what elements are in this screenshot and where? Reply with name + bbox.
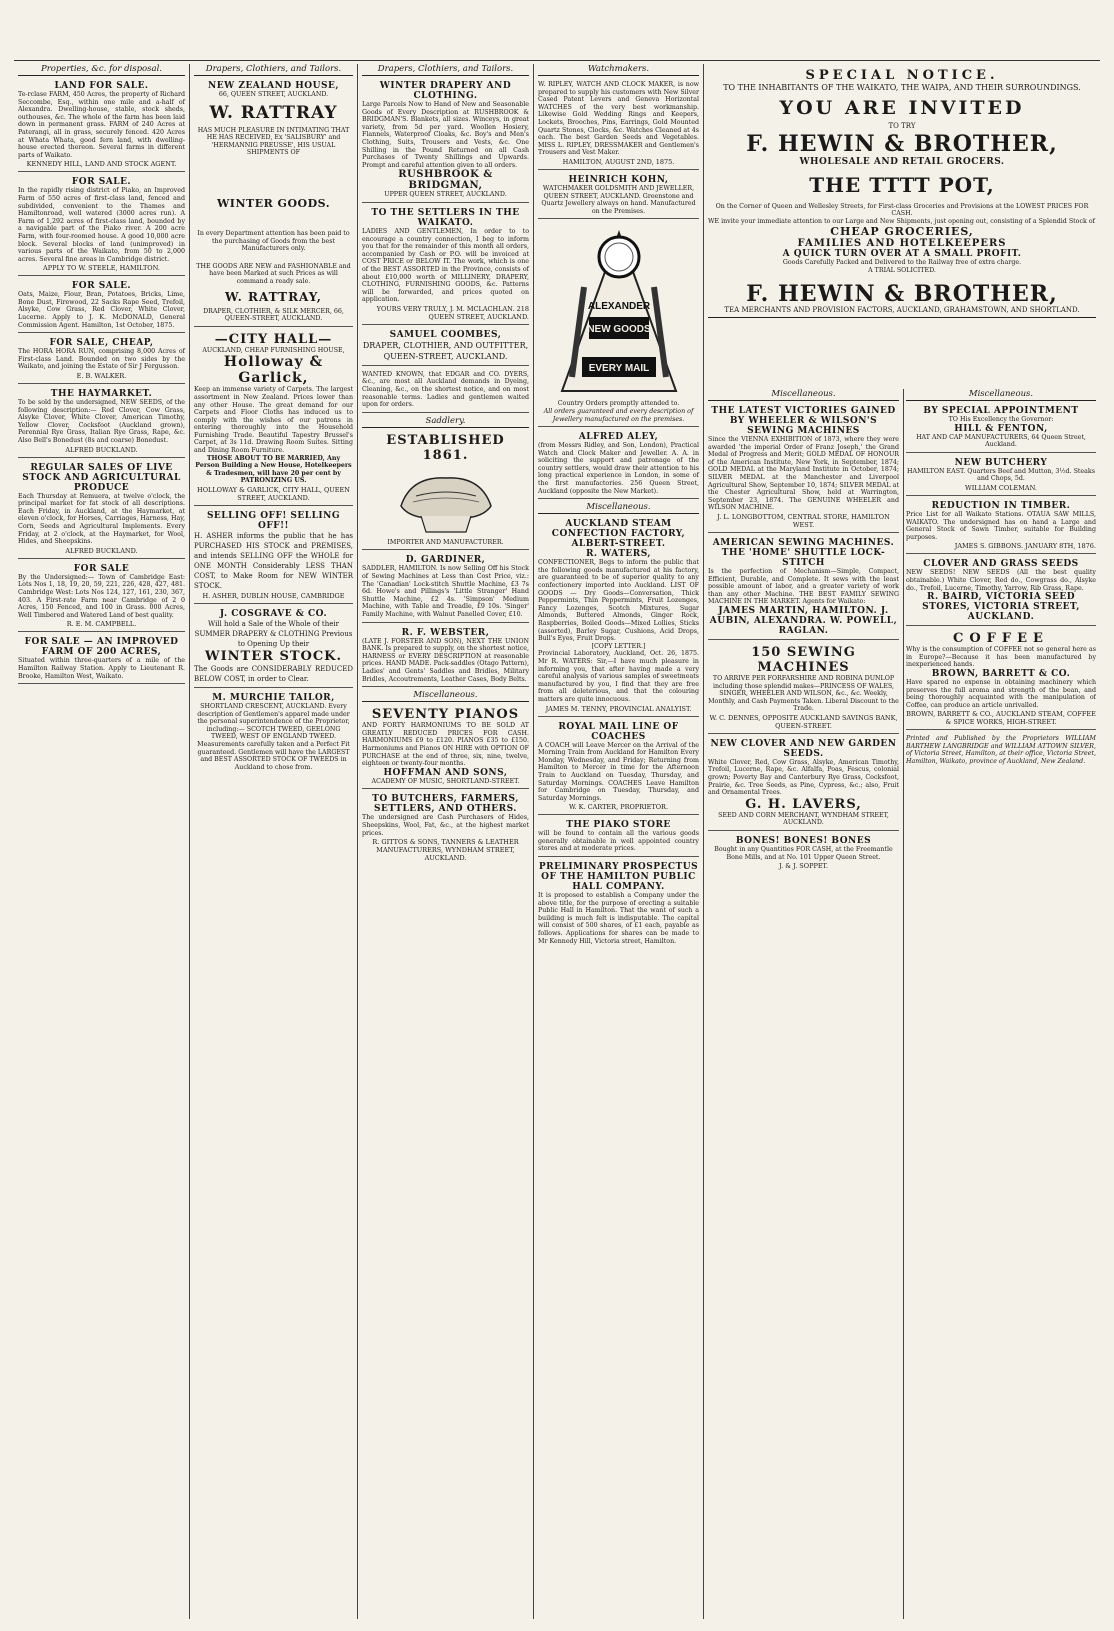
- ad-heading: NEW ZEALAND HOUSE,: [208, 81, 339, 91]
- ad-heading: AUCKLAND STEAM CONFECTION FACTORY, ALBERT-STREET.: [551, 519, 686, 550]
- cheap-groceries: CHEAP GROCERIES,: [830, 225, 974, 239]
- column-header: Miscellaneous.: [708, 389, 899, 401]
- ad-text: Printed and Published by the Proprietors WILLIAM BARTHEW LANGBRIDGE and WILLIAM ATTOWN SILVER, of Victoria Street, Hamilton, at their office, Victoria Street, Hamilton, Waikato, province of Auckland, New Zealand.: [906, 735, 1096, 766]
- ad-signature: J. L. LONGBOTTOM, CENTRAL STORE, HAMILTON WEST.: [717, 512, 890, 529]
- alexander-ad: [538, 222, 699, 427]
- fenton-ad: [906, 404, 1096, 453]
- ad-text: TO His Excellency the Governor:: [948, 416, 1054, 423]
- merchant-name: R. WATERS,: [585, 549, 652, 560]
- ad-signature: E. B. WALKER.: [76, 372, 127, 381]
- coombes-ad: [362, 328, 529, 366]
- special-notice-sub: TO THE INHABITANTS OF THE WAIKATO, THE WAIPA, AND THEIR SURROUNDINGS.: [723, 83, 1081, 92]
- ad-text: AUCKLAND, CHEAP FURNISHING HOUSE,: [202, 346, 345, 354]
- masthead-rule: [14, 60, 1100, 61]
- column-5b: [906, 389, 1096, 1619]
- ad-heading: SELLING OFF! SELLING OFF!!: [206, 511, 341, 532]
- ad-heading: AMERICAN SEWING MACHINES.: [712, 537, 895, 548]
- coaches-ad: [538, 720, 699, 816]
- ad-text: SADDLER, HAMILTON. Is now Selling Off his Stock of Sewing Machines at Less than Cost Price, viz.: The 'Canadian' Lock-stitch Shuttle Machine, £3 7s 6d. Howe's and Pillings's 'Little Stranger' Hand Shuttle Machine, £2 4s. 'Simpson' Medium Machine, with Table and Treadle, £9 10s. 'Singer' Family Machine, with Walnut Panelled Cover, £10.: [362, 565, 529, 618]
- ad-text: H. ASHER informs the public that he has PURCHASED HIS STOCK and PREMISES, and intends SELLING OFF the WHOLE for ONE MONTH Considerably LESS THAN COST, to Make Room for NEW WINTER STOCK.: [194, 532, 353, 591]
- ad-signature: W. K. CARTER, PROPRIETOR.: [568, 803, 669, 812]
- ad-heading: ESTABLISHED 1861.: [386, 432, 505, 463]
- ad-signature: ALFRED BUCKLAND.: [65, 546, 138, 555]
- ad-text: HAT AND CAP MANUFACTURERS, 64 Queen Street, Auckland.: [916, 433, 1086, 449]
- ad-signature: JAMES M. TENNY, PROVINCIAL ANALYIST.: [545, 704, 692, 713]
- ad-text: THOSE ABOUT TO BE MARRIED, Any Person Building a New House, Hotelkeepers & Tradesmen, will have 20 per cent by PATRONIZING US.: [195, 454, 352, 485]
- merchant-name: W. RATTRAY: [209, 102, 338, 123]
- ad-text: CONFECTIONER, Begs to inform the public that the following goods manufactured at his factory, are guaranteed to be of superior quality to any confectionery imported into Auckland. LIST OF GOODS — Dry Goods—Conversation, Thick Peppermints, Thin Peppermints, Fruit Lozenges, Fancy Lozenges, Scotch Mixtures, Sugar Almonds, Buttered Almonds, Ginger Rock, Raspberries, Boiled Goods—Mixed Lollies, Sticks (assorted), Barley Sugar, Cushions, Acid Drops, Bull's Eyes, Fruit Drops.: [538, 559, 699, 643]
- merchant-name: Holloway & Garlick,: [223, 354, 324, 387]
- column-1: [14, 64, 190, 1619]
- ad-heading: BONES! BONES! BONES: [735, 836, 872, 847]
- ad-heading: REDUCTION IN TIMBER.: [931, 500, 1071, 511]
- ad-heading: —CITY HALL—: [214, 331, 333, 347]
- ad-heading: COFFEE: [953, 631, 1049, 647]
- ads-list: [18, 79, 185, 684]
- classified-ad: [18, 279, 185, 333]
- families: FAMILIES AND HOTELKEEPERS: [797, 238, 1007, 250]
- column-3: [358, 64, 534, 1619]
- ad-text: (LATE J. FORSTER AND SON), NEXT THE UNION BANK. Is prepared to supply, on the shortest notice, HARNESS or EVERY DESCRIPTION at reasonable prices. HAND MADE. Pack-saddles (Otago Pattern), Ladies' and Gents' Saddles and Bridles, Military Bridles, Accoutrements, Leather Cases, Body Belts.: [362, 637, 529, 683]
- ad-text: Since the VIENNA EXHIBITION of 1873, where they were awarded 'the imperial Order of Franz Joseph,' the Grand Medal of Progress and Merit; GOLD MEDAL OF HONOUR of the American Institute, New York, in September, 1874; GOLD MEDAL at the Maryland Institute in October, 1874; SILVER MEDAL at the Manchester and Liverpool Agricultural Show, September 10, 1874; SILVER MEDAL at the Chester Agricultural Show, held at Warrington, September 23, 1874. The GENUINE WHEELER and WILSON MACHINE.: [708, 436, 899, 512]
- classified-ad: [18, 79, 185, 172]
- section-header: Miscellaneous.: [538, 502, 699, 514]
- ad-signature: YOURS VERY TRULY, J. M. MCLACHLAN. 218 QUEEN STREET, AUCKLAND.: [376, 304, 529, 321]
- classified-ad: [18, 387, 185, 458]
- ad-text: The Goods are CONSIDERABLY REDUCED BELOW COST, in order to Clear.: [194, 665, 353, 684]
- ad-heading: HEINRICH KOHN,: [568, 174, 669, 185]
- ad-heading: M. MURCHIE TAILOR,: [212, 693, 335, 704]
- ad-heading: CLOVER AND GRASS SEEDS: [923, 559, 1079, 570]
- ad-text: WATCHMAKER GOLDSMITH AND JEWELLER, QUEEN STREET, AUCKLAND. Greenstone and Quartz Jewellery always on hand. Manufactured on the Premises.: [541, 184, 696, 215]
- merchant-name: BROWN, BARRETT & CO.: [931, 668, 1071, 679]
- column-header: Drapers, Clothiers, and Tailors.: [362, 64, 529, 76]
- ad-heading: J. COSGRAVE & CO.: [219, 609, 328, 620]
- ad-heading: PRELIMINARY PROSPECTUS OF THE HAMILTON PUBLIC HALL COMPANY.: [538, 862, 699, 893]
- grass-ad: [906, 557, 1096, 626]
- ad-text: White Clover, Red, Cow Grass, Alsyke, American Timothy, Trefoil, Lucerne, Rape, &c. Alfalfa, Poas, Fescus, colonial grown; Poverty Bay and Canterbury Rye Grass, Cocksfoot, Prairie, &c. Tree Seeds, as Pine, Cypress, &c.; also, Fruit and Ornamental Trees.: [708, 758, 899, 797]
- ad-heading: THE PIAKO STORE: [566, 820, 671, 831]
- watch-new-goods: NEW GOODS: [586, 324, 651, 336]
- ripley-ad: [538, 79, 699, 170]
- webster-ad: [362, 626, 529, 688]
- ad-heading: WINTER DRAPERY AND CLOTHING.: [379, 81, 512, 101]
- ad-signature: JAMES MARTIN, HAMILTON. J. AUBIN, ALEXANDRA. W. POWELL, RAGLAN.: [709, 605, 898, 636]
- pot-sub: On the Corner of Queen and Wellesley Streets, for First-class Groceries and Provisions at the LOWEST PRICES FOR CASH.: [715, 202, 1089, 218]
- ad-text: ACADEMY OF MUSIC, SHORTLAND-STREET.: [371, 777, 520, 785]
- quick-turn: A QUICK TURN OVER AT A SMALL PROFIT.: [782, 249, 1022, 260]
- murchie-ad: [194, 691, 353, 774]
- ad-text: SEED AND CORN MERCHANT, WYNDHAM STREET, AUCKLAND.: [718, 811, 889, 827]
- imprint: [906, 733, 1096, 768]
- ad-text: HAS MUCH PLEASURE IN INTIMATING THAT HE HAS RECEIVED, Ex 'SALISBURY' and 'HERMANNIG PREUSSE', HIS USUAL SHIPMENTS OF: [197, 126, 350, 157]
- ad-heading: FOR SALE.: [71, 177, 132, 188]
- ad-heading: THE 'HOME' SHUTTLE LOCK-STITCH: [721, 547, 886, 568]
- watch-brand: ALEXANDER: [587, 301, 650, 313]
- rushbrook-ad: [362, 79, 529, 203]
- ad-signature: WILLIAM COLEMAN.: [965, 483, 1037, 492]
- ad-heading: FOR SALE — AN IMPROVED FARM OF 200 ACRES,: [24, 637, 179, 658]
- ad-heading: WINTER GOODS.: [216, 196, 331, 210]
- ad-text: Situated within three-quarters of a mile of the Hamilton Railway Station. Apply to Lieutenant R. Brooke, Hamilton West, Waikato.: [18, 657, 185, 680]
- prospectus-ad: [538, 860, 699, 948]
- cosgrave-ad: [194, 607, 353, 688]
- ad-text: will be found to contain all the various goods generally obtainable in well appointed country stores and at moderate prices.: [538, 830, 699, 853]
- ad-text: Each Thursday at Remuera, at twelve o'clock, the principal market for fat stock of all descriptions. Each Friday, in Auckland, at the Haymarket, at eleven o'clock, for Horses, Carriages, Harness, Hay, Corn, Seeds and Agricultural Implements. Every Friday, at 2 o'clock, at the Haymarket, for Wool, Hides, and Sheepskins.: [18, 492, 185, 546]
- ad-text: The undersigned are Cash Purchasers of Hides, Sheepskins, Wool, Fat, &c., at the highest market prices.: [362, 814, 529, 837]
- ad-signature: R. BAIRD, VICTORIA SEED STORES, VICTORIA STREET, AUCKLAND.: [922, 592, 1080, 623]
- butchery-ad: [906, 456, 1096, 496]
- section-header: Saddlery.: [362, 416, 529, 428]
- clover-ad: [708, 737, 899, 831]
- ad-heading: WINTER STOCK.: [204, 649, 343, 665]
- settlers-ad: [362, 206, 529, 325]
- ad-signature: H. ASHER, DUBLIN HOUSE, CAMBRIDGE: [202, 592, 345, 601]
- ad-heading: SEVENTY PIANOS: [371, 707, 520, 723]
- ad-text: To be sold by the undersigned, NEW SEEDS, of the following description:— Red Clover, Cow Grass, Alsyke Clover, White Clover, American Timothy, Yellow Clover, Cocksfoot (Auckland grown), Perennial Rye Grass, Italian Rye Grass, Rape, &c. Also Bell's Bonedust (8s and coarse) Bonedust.: [18, 399, 185, 444]
- bones-ad: [708, 834, 899, 873]
- butchers-ad: [362, 792, 529, 865]
- ad-heading: ALFRED ALEY,: [578, 432, 659, 443]
- pianos-ad: [362, 705, 529, 789]
- ad-text: IMPORTER AND MANUFACTURER.: [387, 538, 504, 546]
- american-ad: [708, 536, 899, 640]
- ad-signature: R. GITTOS & SONS, TANNERS & LEATHER MANUFACTURERS, WYNDHAM STREET, AUCKLAND.: [372, 838, 519, 863]
- ad-text: Have spared no expense in obtaining machinery which preserves the full aroma and strength of the bean, and being thoroughly acquainted with the manipulation of Coffee, can produce an article unrivalled.: [906, 678, 1096, 709]
- ad-text: A COACH will Leave Mercer on the Arrival of the Morning Train from Auckland for Hamilton Every Monday, Wednesday, and Friday; Returning from Hamilton to Mercer in time for the Afternoon Train to Auckland on Tuesday, Thursday, and Saturday Mornings. COACHES Leave Hamilton for Cambridge on Tuesday, Thursday, and Saturday Mornings.: [538, 741, 699, 802]
- ad-text: DRAPER, CLOTHIER, AND OUTFITTER, QUEEN-STREET, AUCKLAND.: [362, 340, 529, 361]
- coffee-ad: [906, 629, 1096, 730]
- ad-text: Price List for all Waikato Stations. OTAUA SAW MILLS, WAIKATO. The undersigned has on hand a Large and General Stock of Sawn Timber, suitable for Building purposes.: [906, 510, 1096, 541]
- ad-text: SHORTLAND CRESCENT, AUCKLAND. Every description of Gentlemen's apparel made under the personal superintendence of the Proprietor, including:— SCOTCH TWEED, GEELONG TWEED, WEST OF ENGLAND TWEED. Measurements carefully taken and a Perfect Fit guaranteed. Gentlemen will have the LARGEST and BEST ASSORTED STOCK OF TWEEDS in Auckland to chose from.: [197, 703, 350, 771]
- ad-text: WANTED KNOWN, that EDGAR and CO. DYERS, &c., are most all Auckland demands in Dyeing, Cleaning, &c., on the shortest notice, and on most reasonable terms. Ladies and gentlemen waited upon for orders.: [362, 370, 529, 409]
- ad-signature: JAMES S. GIBBONS. JANUARY 8TH, 1876.: [954, 542, 1096, 551]
- ad-text: UPPER QUEEN STREET, AUCKLAND.: [384, 191, 507, 199]
- ad-text: Bought in any Quantities FOR CASH, at the Freemantle Bone Mills, and at No. 101 Upper Queen Street.: [714, 846, 893, 861]
- column-header: Properties, &c. for disposal.: [18, 64, 185, 76]
- ad-text: Is the perfection of Mechanism—Simple, Compact, Efficient, Durable, and Complete. It sews with the least possible amount of labor, and a greater variety of work than any other Machine. THE BEST FAMILY SEWING MACHINE IN THE MARKET. Agents for Waikato:: [708, 567, 899, 606]
- ad-text: LADIES AND GENTLEMEN, In order to to encourage a country connection, I beg to inform you that for the remainder of this month all orders, accompanied by Cash or P.O. will be invoiced at COST PRICE or BELOW IT. The work, which is one of the BEST ASSORTED in the Province, consists of about £10,000 worth of MILLINERY, DRAPERY, CLOTHING, FURNISHING GOODS, &c. Patterns will be forwarded, and prices quoted on application.: [362, 227, 529, 304]
- ad-signature: J. & J. SOPPET.: [778, 862, 829, 871]
- hewin-sub-2: TEA MERCHANTS AND PROVISION FACTORS, AUCKLAND, GRAHAMSTOWN, AND SHORTLAND.: [708, 307, 1096, 319]
- saddle-illustration: [391, 466, 501, 536]
- classified-ad: [18, 175, 185, 276]
- classified-ad: [18, 562, 185, 633]
- hewin-name: F. HEWIN & BROTHER,: [746, 130, 1058, 157]
- merchant-name: HOFFMAN AND SONS,: [383, 767, 508, 778]
- column-header: Drapers, Clothiers, and Tailors.: [194, 64, 353, 76]
- timber-ad: [906, 499, 1096, 554]
- ad-text: It is proposed to establish a Company under the above title, for the purpose of erecting a suitable Public Hall in Hamilton. That the want of such a building is much felt is indisputable. The capital will consist of 500 shares, of £1 each, payable as follows. Applications for shares can be made to Mr Kennedy Hill, Victoria street, Hamilton.: [538, 892, 699, 945]
- ad-text: (from Messrs Ridley, and Son, London), Practical Watch and Clock Maker and Jeweller. A. A. in soliciting the support and patronage of the country settlers, would draw their attention to his long practical experience in London, in some of the first manufactories. 256 Queen Street, Auckland (opposite the New Market).: [538, 442, 699, 495]
- ad-heading: FOR SALE.: [71, 281, 132, 292]
- newspaper-page: [14, 64, 1100, 1619]
- ad-signature: HOLLOWAY & GARLICK, CITY HALL, QUEEN STREET, AUCKLAND.: [197, 486, 350, 503]
- ad-text: Large Parcels Now to Hand of New and Seasonable Goods of Every Description at RUSHBROOK & BRIDGMAN'S. Blankets, all sizes. Winceys, in great variety, from 5d per yard. Woollen Hosiery, Flannels, Waterproof Cloaks, &c. Boy's and Men's Clothing, Suits, Trousers and Vests, &c. One Shilling in the Pound Returned on all Cash Purchases of Twenty Shillings and Upwards. Prompt and careful attention given to all orders.: [362, 101, 529, 169]
- ad-text: W. RIPLEY, WATCH AND CLOCK MAKER, is now prepared to supply his customers with New Silver Cased Patent Levers and Geneva Horizontal WATCHES of the very best workmanship. Likewise Gold Wedding Rings and Keepers, Lockets, Brooches, Pins, Earrings, Gold Mounted Quartz Stones, Clocks, &c. Watches Cleaned at 4s each. The best Garden Seeds and Vegetables. MISS L. RIPLEY, DRESSMAKER and Gentlemen's Trousers and Vest Maker.: [538, 81, 699, 157]
- ad-heading: SAMUEL COOMBES,: [389, 329, 502, 340]
- ad-text: HAMILTON EAST. Quarters Beef and Mutton, 3½d. Steaks and Chops, 5d.: [907, 467, 1095, 483]
- ad-heading: D. GARDINER,: [405, 555, 486, 566]
- merchant-name: HILL & FENTON,: [954, 423, 1048, 434]
- ad-text: Te-rclase FARM, 450 Acres, the property of Richard Seccombe, Esq., within one mile and a-half of Alexandra. Dwelling-house, stable, stock sheds, outhouses, &c. The whole of the farm has been laid down in permanent grass. FARM of 240 Acres at Paterangi, all in grass, securely fenced. 420 Acres at Whata Whata, good fern land, with dwelling-house erected thereon. Several farms in different parts of Waikato.: [18, 91, 185, 159]
- hewin-sub: WHOLESALE AND RETAIL GROCERS.: [799, 156, 1005, 167]
- ad-text: In the rapidly rising district of Piako, an Improved Farm of 550 acres of first-class land, fenced and subdivided, convenient to the Thames and Hamiltonroad, well watered (3000 acres run). A Farm of 1,292 acres of first-class land, bounded by a navigable part of the Piako river. A 200 acre Farm, with four-roomed house. A good 10,000 acre block. Several blocks of land (unimproved) in various parts of the Waikato, from 50 to 2,000 acres. Several fine areas in Cambridge district.: [18, 187, 185, 263]
- rattray-ad: [194, 79, 353, 327]
- piako-ad: [538, 818, 699, 857]
- hewin-name-2: F. HEWIN & BROTHER,: [746, 280, 1058, 307]
- confection-ad: [538, 517, 699, 716]
- ad-signature: W. C. DENNES, OPPOSITE AUCKLAND SAVINGS BANK, QUEEN-STREET.: [709, 713, 898, 730]
- ad-text: By the Undersigned:— Town of Cambridge East: Lots Nos 1, 18, 19, 20, 59, 221, 226, 428, 427, 481. Cambridge West: Lots Nos 124, 127, 161, 230, 367, 403. A First-rate Farm near Cambridge of 2 0 Acres, 150 Fenced, and 100 in Grass. 000 Acres, Well Timbered and Watered Land of best quality.: [18, 573, 185, 619]
- sewing-ad: [708, 643, 899, 734]
- ad-heading: THE LATEST VICTORIES GAINED BY WHEELER & WILSON'S SEWING MACHINES: [711, 406, 896, 436]
- merchant-name: RUSHBROOK & BRIDGMAN,: [398, 169, 493, 192]
- ad-heading: NEW CLOVER AND NEW GARDEN SEEDS.: [710, 738, 897, 759]
- invite-body: WE invite your immediate attention to our Large and New Shipments, just opening out, consisting of a Splendid Stock of: [708, 217, 1095, 225]
- to-try: TO TRY: [888, 122, 916, 130]
- ad-heading: R. F. WEBSTER,: [401, 627, 490, 638]
- column-4: [534, 64, 704, 1619]
- ad-signature: BROWN, BARRETT & CO., AUCKLAND STEAM, COFFEE & SPICE WORKS, HIGH-STREET.: [906, 710, 1096, 727]
- ad-heading: REGULAR SALES OF LIVE STOCK AND AGRICULTURAL PRODUCE: [22, 462, 181, 493]
- ad-text: The HORA HORA RUN, comprising 8,000 Acres of First-class Land. Bounded on two sides by the Waikato, and joining the Estate of Sir J Fergusson.: [18, 348, 185, 371]
- ad-signature: KENNEDY HILL, LAND AND STOCK AGENT.: [26, 160, 177, 169]
- ad-heading: ROYAL MAIL LINE OF COACHES: [558, 721, 679, 742]
- merchant-name: G. H. LAVERS,: [745, 796, 862, 812]
- watch-illustration: [554, 227, 684, 397]
- ad-heading: TO BUTCHERS, FARMERS, SETTLERS, AND OTHERS.: [372, 794, 519, 815]
- ad-text: In every Department attention has been paid to the purchasing of Goods from the best Manufacturers only.: [197, 229, 350, 253]
- ad-heading: THE HAYMARKET.: [50, 389, 153, 400]
- ad-heading: LAND FOR SALE.: [54, 81, 149, 91]
- ad-text: Will hold a Sale of the Whole of their SUMMER DRAPERY & CLOTHING Previous to Opening Up their: [194, 620, 353, 649]
- ad-heading: NEW BUTCHERY: [954, 457, 1048, 468]
- ad-text: [COPY LETTER.]: [591, 642, 646, 650]
- ad-text: Keep an immense variety of Carpets. The largest assortment in New Zealand. Prices lower than any other House. The great demand for our Carpets and Floor Cloths has induced us to comply with the wishes of our patrons in entering thoroughly into the Household Furnishing Trade. Beautiful Tapestry Brussel's Carpet, at 3s 11d. Drawing Room Suites. Sitting and Dining Room Furniture.: [194, 386, 353, 455]
- victories-ad: [708, 404, 899, 533]
- ad-text: TO ARRIVE PER FORFARSHIRE AND ROBINA DUNLOP including those splendid makes—PRINCESS OF WALES, SINGER, WHEELER AND WILSON, &c., &c. Weekly, Monthly, and Cash Payments Taken. Liberal Discount to the Trade.: [708, 674, 899, 713]
- classified-ad: [18, 336, 185, 384]
- ad-heading: 150 SEWING MACHINES: [751, 644, 856, 675]
- classified-ad: [18, 635, 185, 684]
- column-5: [704, 64, 1100, 1619]
- ad-text: DRAPER, CLOTHIER, & SILK MERCER, 66, QUEEN-STREET, AUCKLAND.: [203, 307, 344, 323]
- ad-heading: BY SPECIAL APPOINTMENT: [923, 406, 1079, 416]
- column-5a: [708, 389, 904, 1619]
- special-notice-title: SPECIAL NOTICE.: [805, 68, 999, 83]
- ad-signature: HAMILTON, AUGUST 2ND, 1875.: [562, 157, 675, 166]
- ad-signature: ALFRED BUCKLAND.: [65, 445, 138, 454]
- ad-address: 66, QUEEN STREET, AUCKLAND.: [218, 91, 329, 98]
- aley-ad: [538, 430, 699, 499]
- ad-text: Why is the consumption of COFFEE not so general here as in Europe?—Because it has been manufactured by inexperienced hands.: [906, 646, 1096, 669]
- classified-ad: [18, 461, 185, 559]
- asher-ad: [194, 509, 353, 604]
- ad-text: Country Orders promptly attended to.: [557, 400, 680, 408]
- trial: A TRIAL SOLICITED.: [868, 266, 936, 274]
- ad-text: Oats, Maize, Flour, Bran, Potatoes, Bricks, Lime, Bone Dust, Firewood, 22 Sacks Rape Seed, Trefoil, Alsyke, Cow Grass, Red Clover, White Clover, Lucerne. Apply to J. K. McDONALD, General Commission Agent. Hamilton, 1st October, 1875.: [18, 291, 185, 329]
- saddle-ad: [362, 431, 529, 551]
- ad-text: THE GOODS ARE NEW and FASHIONABLE and have been Marked at such Prices as will command a ready sale.: [196, 262, 351, 285]
- edgar-ad: [362, 369, 529, 413]
- city-hall-ad: [194, 330, 353, 506]
- ad-heading: FOR SALE: [73, 563, 130, 574]
- kohn-ad: [538, 173, 699, 219]
- the-pot: THE TTTT POT,: [809, 172, 995, 197]
- section-header: Miscellaneous.: [362, 690, 529, 702]
- column-header: Miscellaneous.: [906, 389, 1096, 401]
- column-2: [190, 64, 358, 1619]
- column-header: Watchmakers.: [538, 64, 699, 76]
- merchant-name: W. RATTRAY,: [225, 289, 322, 304]
- ad-text: NEW SEEDS! NEW SEEDS (All the best quality obtainable.) White Clover, Red do., Cowgrass do., Alsyke do., Trefoil, Lucerne, Timothy, Yarrow, Rib Grass, Rape.: [906, 569, 1096, 592]
- watch-every-mail: EVERY MAIL: [588, 363, 649, 375]
- ad-text: All orders guaranteed and every description of Jewellery manufactured on the premises.: [543, 407, 694, 423]
- ad-text: Provincial Laboratory, Auckland, Oct. 26, 1875. Mr R. WATERS: Sir,—I have much pleasure in informing you, that after having made a very careful analysis of various samples of sweetmeats manufactured by you, I find that they are free from all deleterious, and that the colouring matters are quite innocuous.: [538, 650, 699, 703]
- ad-heading: TO THE SETTLERS IN THE WAIKATO.: [371, 207, 520, 228]
- gardiner-ad: [362, 553, 529, 622]
- invited-title: YOU ARE INVITED: [779, 97, 1025, 119]
- goods-packed: Goods Carefully Packed and Delivered to the Railway free of extra charge.: [782, 259, 1022, 267]
- ad-signature: APPLY TO W. STEELE, HAMILTON.: [43, 264, 160, 273]
- ad-heading: FOR SALE, CHEAP,: [49, 338, 154, 349]
- ad-text: AND FORTY HARMONIUMS TO BE SOLD AT GREATLY REDUCED PRICES FOR CASH. HARMONIUMS £9 to £120. PIANOS £35 to £150. Harmoniums and Pianos ON HIRE with OPTION OF PURCHASE at the end of three, six, nine, twelve, eighteen or twenty-four months.: [362, 722, 529, 768]
- ad-signature: R. E. M. CAMPBELL.: [66, 620, 137, 629]
